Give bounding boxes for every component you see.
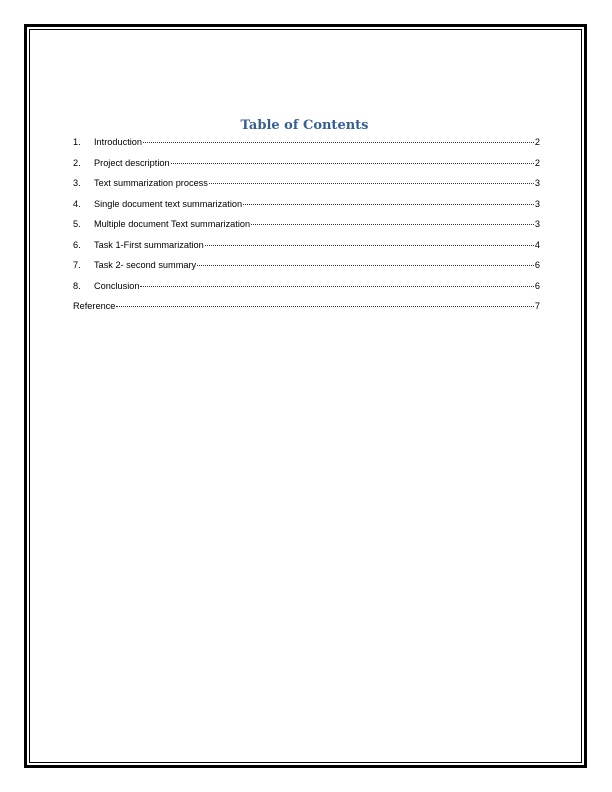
toc-entry-page: 7 [534,301,540,311]
toc-entry-text: Task 2- second summary [94,260,197,270]
toc-entry-number: 5. [73,219,81,229]
toc-entry-text: Conclusion [94,280,140,291]
toc-entry-page: 2 [534,137,540,147]
dot-leader [171,163,534,164]
toc-entry-number: 2. [73,157,81,168]
toc-entry-number: 6. [73,239,81,250]
dot-leader [197,265,534,266]
toc-entry-task-2[interactable] [73,260,540,281]
toc-entry-text: Single document text summarization [94,198,243,209]
toc-entry-text: Introduction [94,137,143,147]
toc-entry-text: Project description [94,157,170,168]
toc-entry-task-1[interactable] [73,240,540,261]
table-of-contents [73,117,540,322]
toc-entry-single-document[interactable] [73,199,540,220]
toc-entry-text: Task 1-First summarization [94,239,204,250]
toc-entry-text: Reference [73,301,116,311]
toc-entry-page: 3 [534,219,540,229]
toc-entry-page: 6 [534,280,540,291]
toc-entry-text: Multiple document Text summarization [94,219,251,229]
dot-leader [205,245,534,246]
toc-entry-project-description[interactable] [73,158,540,179]
toc-entry-reference[interactable] [73,301,540,322]
toc-title: Table of Contents [240,118,369,133]
dot-leader [116,306,533,307]
toc-entry-number: 1. [73,137,81,147]
toc-entry-number: 4. [73,198,81,209]
toc-entry-text: Text summarization process [94,178,208,188]
toc-entry-page: 3 [534,198,540,209]
dot-leader [251,224,534,225]
toc-entry-page: 3 [534,178,540,188]
toc-entry-text-summarization-process[interactable] [73,178,540,199]
toc-entry-page: 2 [534,157,540,168]
toc-entry-page: 4 [534,239,540,250]
toc-entry-page: 6 [534,260,540,270]
toc-entry-conclusion[interactable] [73,281,540,302]
toc-entry-number: 7. [73,260,81,270]
toc-entry-number: 3. [73,178,81,188]
dot-leader [243,204,534,205]
dot-leader [209,183,534,184]
toc-entry-introduction[interactable] [73,137,540,158]
toc-entry-multiple-document[interactable] [73,219,540,240]
dot-leader [143,142,534,143]
toc-list [73,137,540,322]
dot-leader [140,286,533,287]
toc-entry-number: 8. [73,280,81,291]
